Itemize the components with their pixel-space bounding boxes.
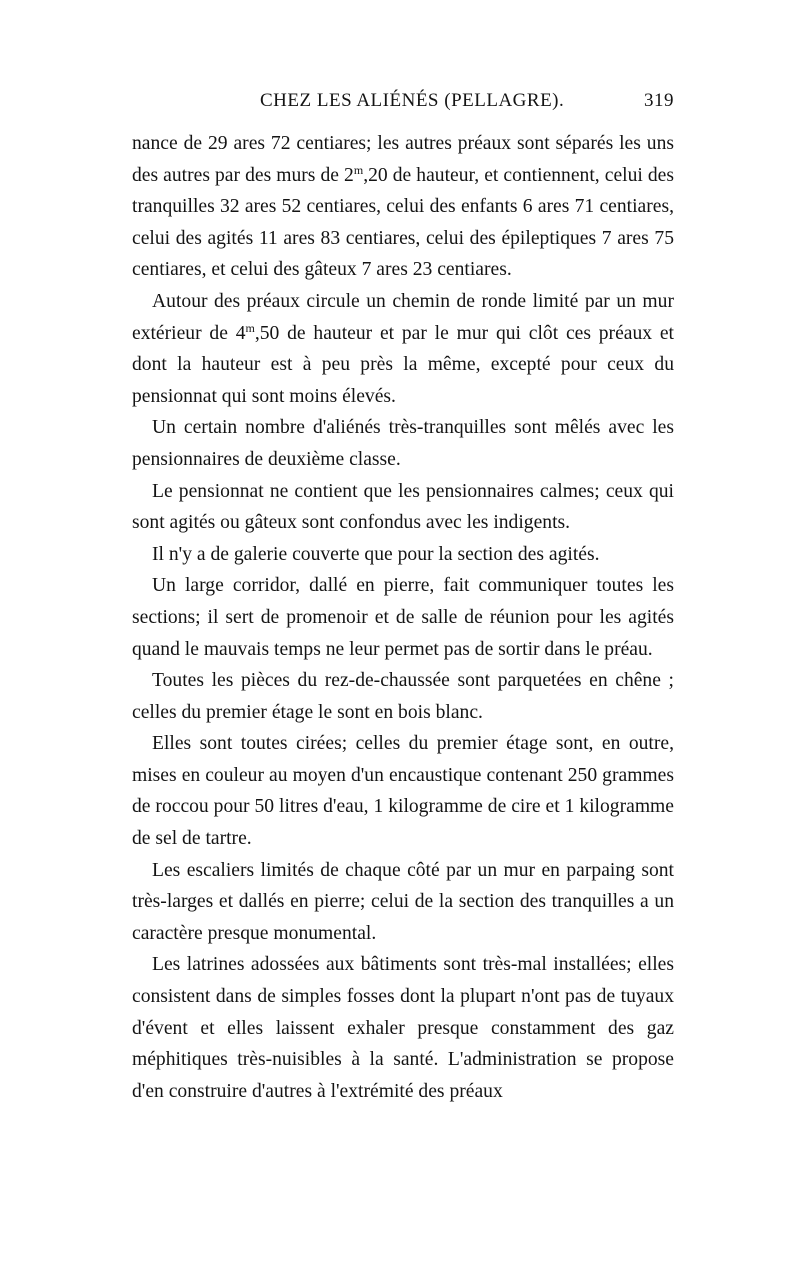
running-head [132,90,674,120]
page-number: 319 [644,90,674,111]
paragraph-2 [132,286,674,412]
unit-superscript: m [353,162,364,177]
paragraph-2-text: Autour des préaux circule un chemin de ronde limité par un mur extérieur de 4 [132,290,674,344]
paragraph-2-text-cont: ,50 de hauteur et par le mur qui clôt ces préaux et dont la hauteur est à peu près la même, excepté pour ceux du pensionnat qui sont moins élevés. [132,322,674,407]
book-page [132,90,674,1107]
paragraph-6: Un large corridor, dallé en pierre, fait communiquer toutes les sections; il sert de promenoir et de salle de réunion pour les agités quand le mauvais temps ne leur permet pas de sortir dans le préau. [132,575,674,660]
paragraph-4: Le pensionnat ne contient que les pensionnaires calmes; ceux qui sont agités ou gâteux sont confondus avec les indigents. [132,480,674,534]
paragraph-3: Un certain nombre d'aliénés très-tranquilles sont mêlés avec les pensionnaires de deuxième classe. [132,417,674,470]
paragraph-1-text: nance de 29 ares 72 centiares; les autres préaux sont séparés les uns des autres par des murs de 2 [132,133,674,186]
unit-superscript: m [245,320,255,335]
paragraph-10: Les latrines adossées aux bâtiments sont très-mal installées; elles consistent dans de simples fosses dont la plupart n'ont pas de tuyaux d'évent et elles laissent exhaler presque constamment des gaz méphitiques très-nuisibles à la santé. L'administration se propose d'en construire d'autres à l'extrémité des préaux [132,954,674,1102]
paragraph-9: Les escaliers limités de chaque côté par un mur en parpaing sont très-larges et dallés en pierre; celui de la section des tranquilles a un caractère presque monumental. [132,859,674,944]
paragraph-8: Elles sont toutes cirées; celles du premier étage sont, en outre, mises en couleur au moyen d'un encaustique contenant 250 grammes de roccou pour 50 litres d'eau, 1 kilogramme de cire et 1 kilogramme de sel de tartre. [132,733,674,850]
running-title: CHEZ LES ALIÉNÉS (PELLAGRE). [260,90,565,111]
paragraph-1-text-cont: ,20 de hauteur, et contiennent, celui des tranquilles 32 ares 52 centiares, celui des enfants 6 ares 71 centiares, celui des agités 11 ares 83 centiares, celui des épileptiques 7 ares 75 centiares, et celui des gâteux 7 ares 23 centiares. [132,164,674,281]
paragraph-5: Il n'y a de galerie couverte que pour la section des agités. [152,543,600,565]
paragraph-7: Toutes les pièces du rez-de-chaussée sont parquetées en chêne ; celles du premier étage le sont en bois blanc. [132,670,674,723]
body-text [132,128,674,1107]
paragraph-1 [132,128,674,286]
